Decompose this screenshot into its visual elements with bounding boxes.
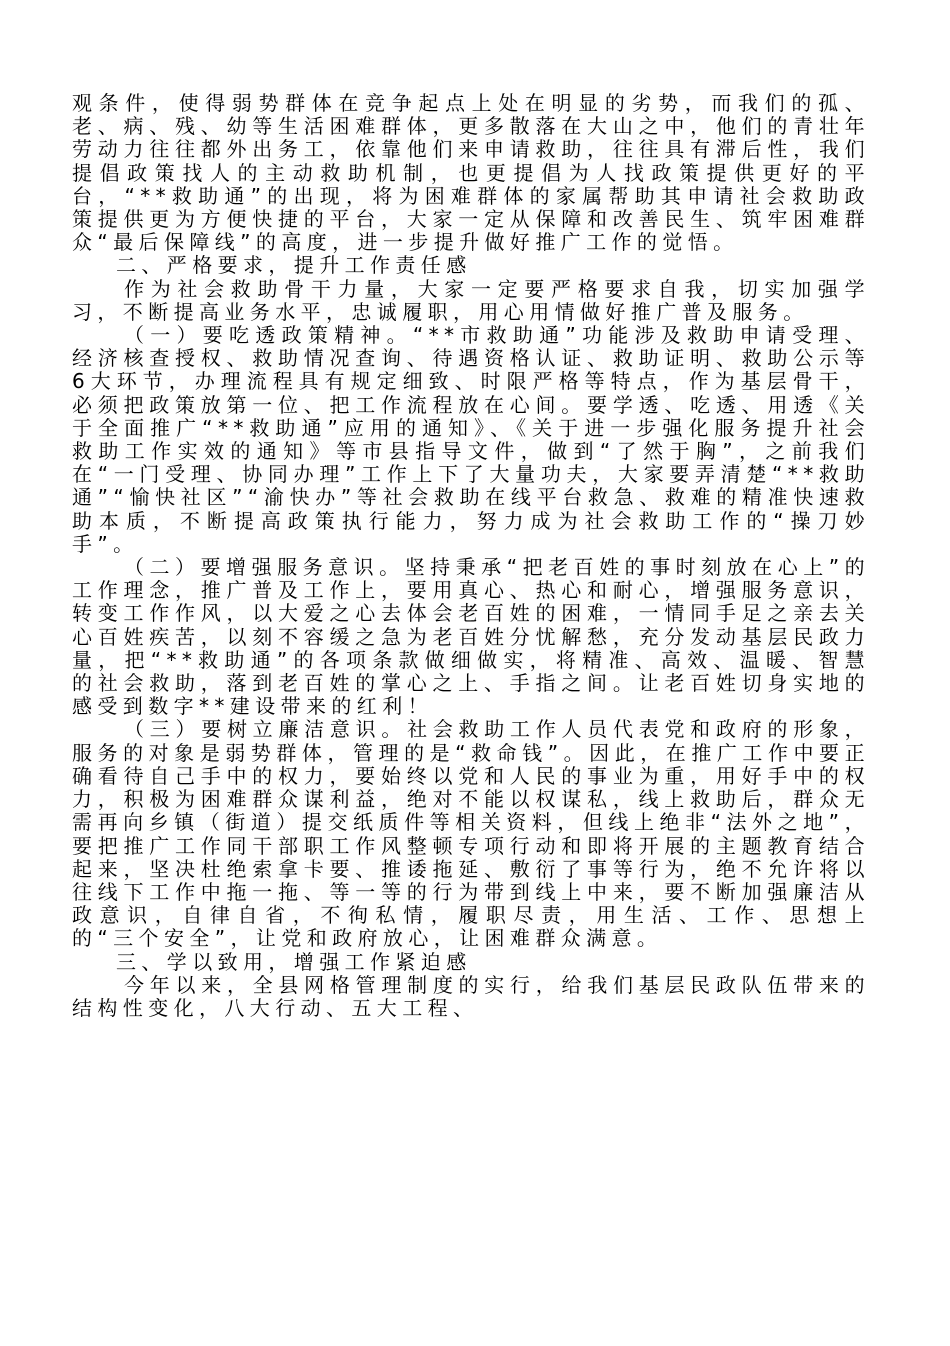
body-paragraph-last: 今年以来，全县网格管理制度的实行，给我们基层民政队伍带来的结构性变化，八大行动、五大工程、: [72, 972, 870, 1020]
section-heading-3: 三、学以致用，增强工作紧迫感: [116, 949, 472, 974]
body-paragraph-policy: （一）要吃透政策精神。“**市救助通”功能涉及救助申请受理、经济核查授权、救助情况查询、待遇资格认证、救助证明、救助公示等6大环节，办理流程具有规定细致、时限严格等特点，作为基层骨干，必须把政策放第一位、把工作流程放在心间。要学透、吃透、用透《关于全面推广“**救助通”应用的通知》、《关于进一步强化服务提升社会救助工作实效的通知》等市县指导文件，做到“了然于胸”，之前我们在“一门受理、协同办理”工作上下了大量功夫，大家要弄清楚“**救助通”“愉快社区”“渝快办”等社会救助在线平台救急、救难的精准快速救助本质，不断提高政策执行能力，努力成为社会救助工作的“操刀妙手”。: [72, 323, 870, 556]
body-paragraph-1: 观条件，使得弱势群体在竞争起点上处在明显的劣势，而我们的孤、老、病、残、幼等生活困难群体，更多散落在大山之中，他们的青壮年劳动力往往都外出务工，依靠他们来申请救助，往往具有滞后性，我们提倡政策找人的主动救助机制，也更提倡为人找政策提供更好的平台，“**救助通”的出现，将为困难群体的家属帮助其申请社会救助政策提供更为方便快捷的平台，大家一定从保障和改善民生、筑牢困难群众“最后保障线”的高度，进一步提升做好推广工作的觉悟。: [72, 91, 870, 255]
body-paragraph-2: 作为社会救助骨干力量，大家一定要严格要求自我，切实加强学习，不断提高业务水平，忠诚履职，用心用情做好推广普及服务。: [72, 276, 870, 324]
section-heading-2: 二、严格要求，提升工作责任感: [116, 253, 472, 278]
body-paragraph-service: （二）要增强服务意识。坚持秉承“把老百姓的事时刻放在心上”的工作理念，推广普及工作上，要用真心、热心和耐心，增强服务意识，转变工作作风，以大爱之心去体会老百姓的困难，一情同手足之亲去关心百姓疾苦，以刻不容缓之急为老百姓分忧解愁，充分发动基层民政力量，把“**救助通”的各项条款做细做实，将精准、高效、温暖、智慧的社会救助，落到老百姓的掌心之上、手指之间。让老百姓切身实地的感受到数字**建设带来的红利！: [72, 555, 870, 719]
body-paragraph-integrity: （三）要树立廉洁意识。社会救助工作人员代表党和政府的形象，服务的对象是弱势群体，管理的是“救命钱”。因此，在推广工作中要正确看待自己手中的权力，要始终以党和人民的事业为重，用好手中的权力，积极为困难群众谋利益，绝对不能以权谋私，线上救助后，群众无需再向乡镇（街道）提交纸质件等相关资料，但线上绝非“法外之地”，要把推广工作同干部职工作风整顿专项行动和即将开展的主题教育结合起来，坚决杜绝索拿卡要、推诿拖延、敷衍了事等行为，绝不允许将以往线下工作中拖一拖、等一等的行为带到线上中来，要不断加强廉洁从政意识，自律自省，不徇私情，履职尽责，用生活、工作、思想上的“三个安全”，让党和政府放心，让困难群众满意。: [72, 717, 870, 951]
